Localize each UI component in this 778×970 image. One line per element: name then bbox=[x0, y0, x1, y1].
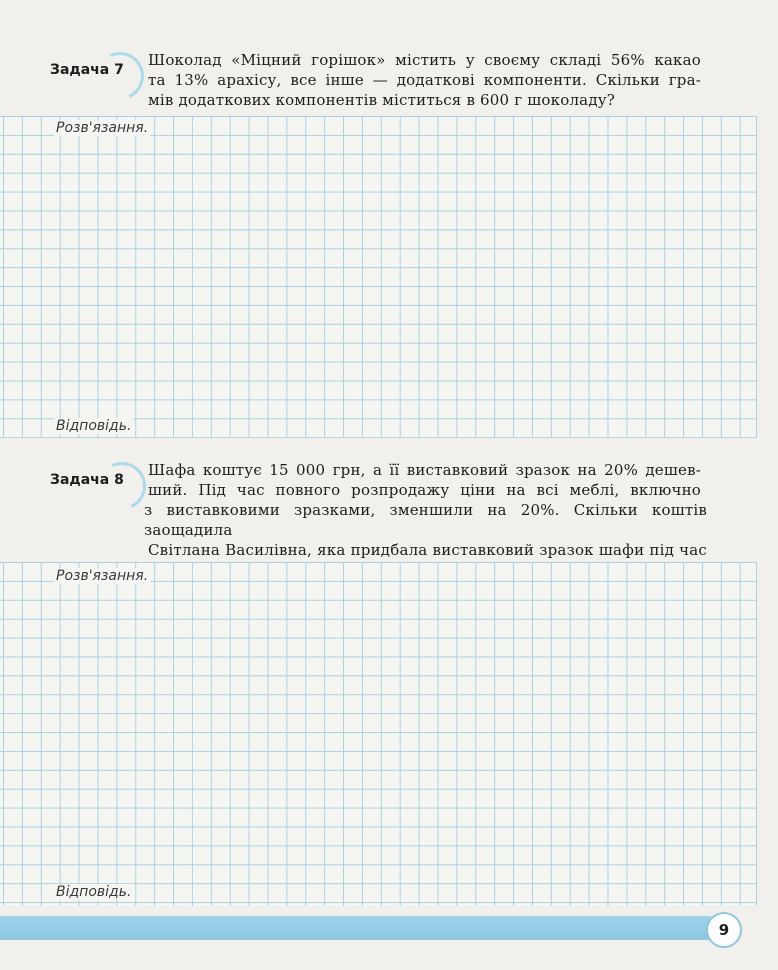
task-8-solution-label: Розв'язання. bbox=[56, 568, 149, 584]
task-7-line-1: Шоколад «Міцний горішок» містить у своєму складі 56% какао bbox=[148, 51, 701, 69]
task-8-line-1: Шафа коштує 15 000 грн, а її виставковий зразок на 20% дешев- bbox=[148, 461, 701, 479]
task-7-line-3: мів додаткових компонентів міститься в 600 г шоколаду? bbox=[148, 91, 616, 109]
task-8-line-2: ший. Під час повного розпродажу ціни на всі меблі, включно bbox=[148, 481, 701, 499]
task-8-line-4: Світлана Василівна, яка придбала виставковий зразок шафи під час bbox=[148, 541, 707, 559]
task-7-text bbox=[148, 50, 701, 110]
task-8-line-3: з виставковими зразками, зменшили на 20%. Скільки коштів заощадила bbox=[144, 501, 707, 539]
task-8-label: Задача 8 bbox=[50, 472, 124, 488]
task-8-answer-label: Відповідь. bbox=[56, 884, 132, 900]
page-number: 9 bbox=[706, 912, 742, 948]
task-7-header bbox=[0, 44, 778, 114]
task-8-solution-grid[interactable] bbox=[0, 562, 757, 906]
task-7-line-2: та 13% арахісу, все інше — додаткові компоненти. Скільки гра- bbox=[148, 71, 701, 89]
footer-bar bbox=[0, 916, 720, 940]
task-7-label: Задача 7 bbox=[50, 62, 124, 78]
task-7-answer-label: Відповідь. bbox=[56, 418, 132, 434]
task-8-header bbox=[0, 456, 778, 562]
task-7-solution-label: Розв'язання. bbox=[56, 120, 149, 136]
task-7-solution-grid[interactable] bbox=[0, 116, 757, 438]
